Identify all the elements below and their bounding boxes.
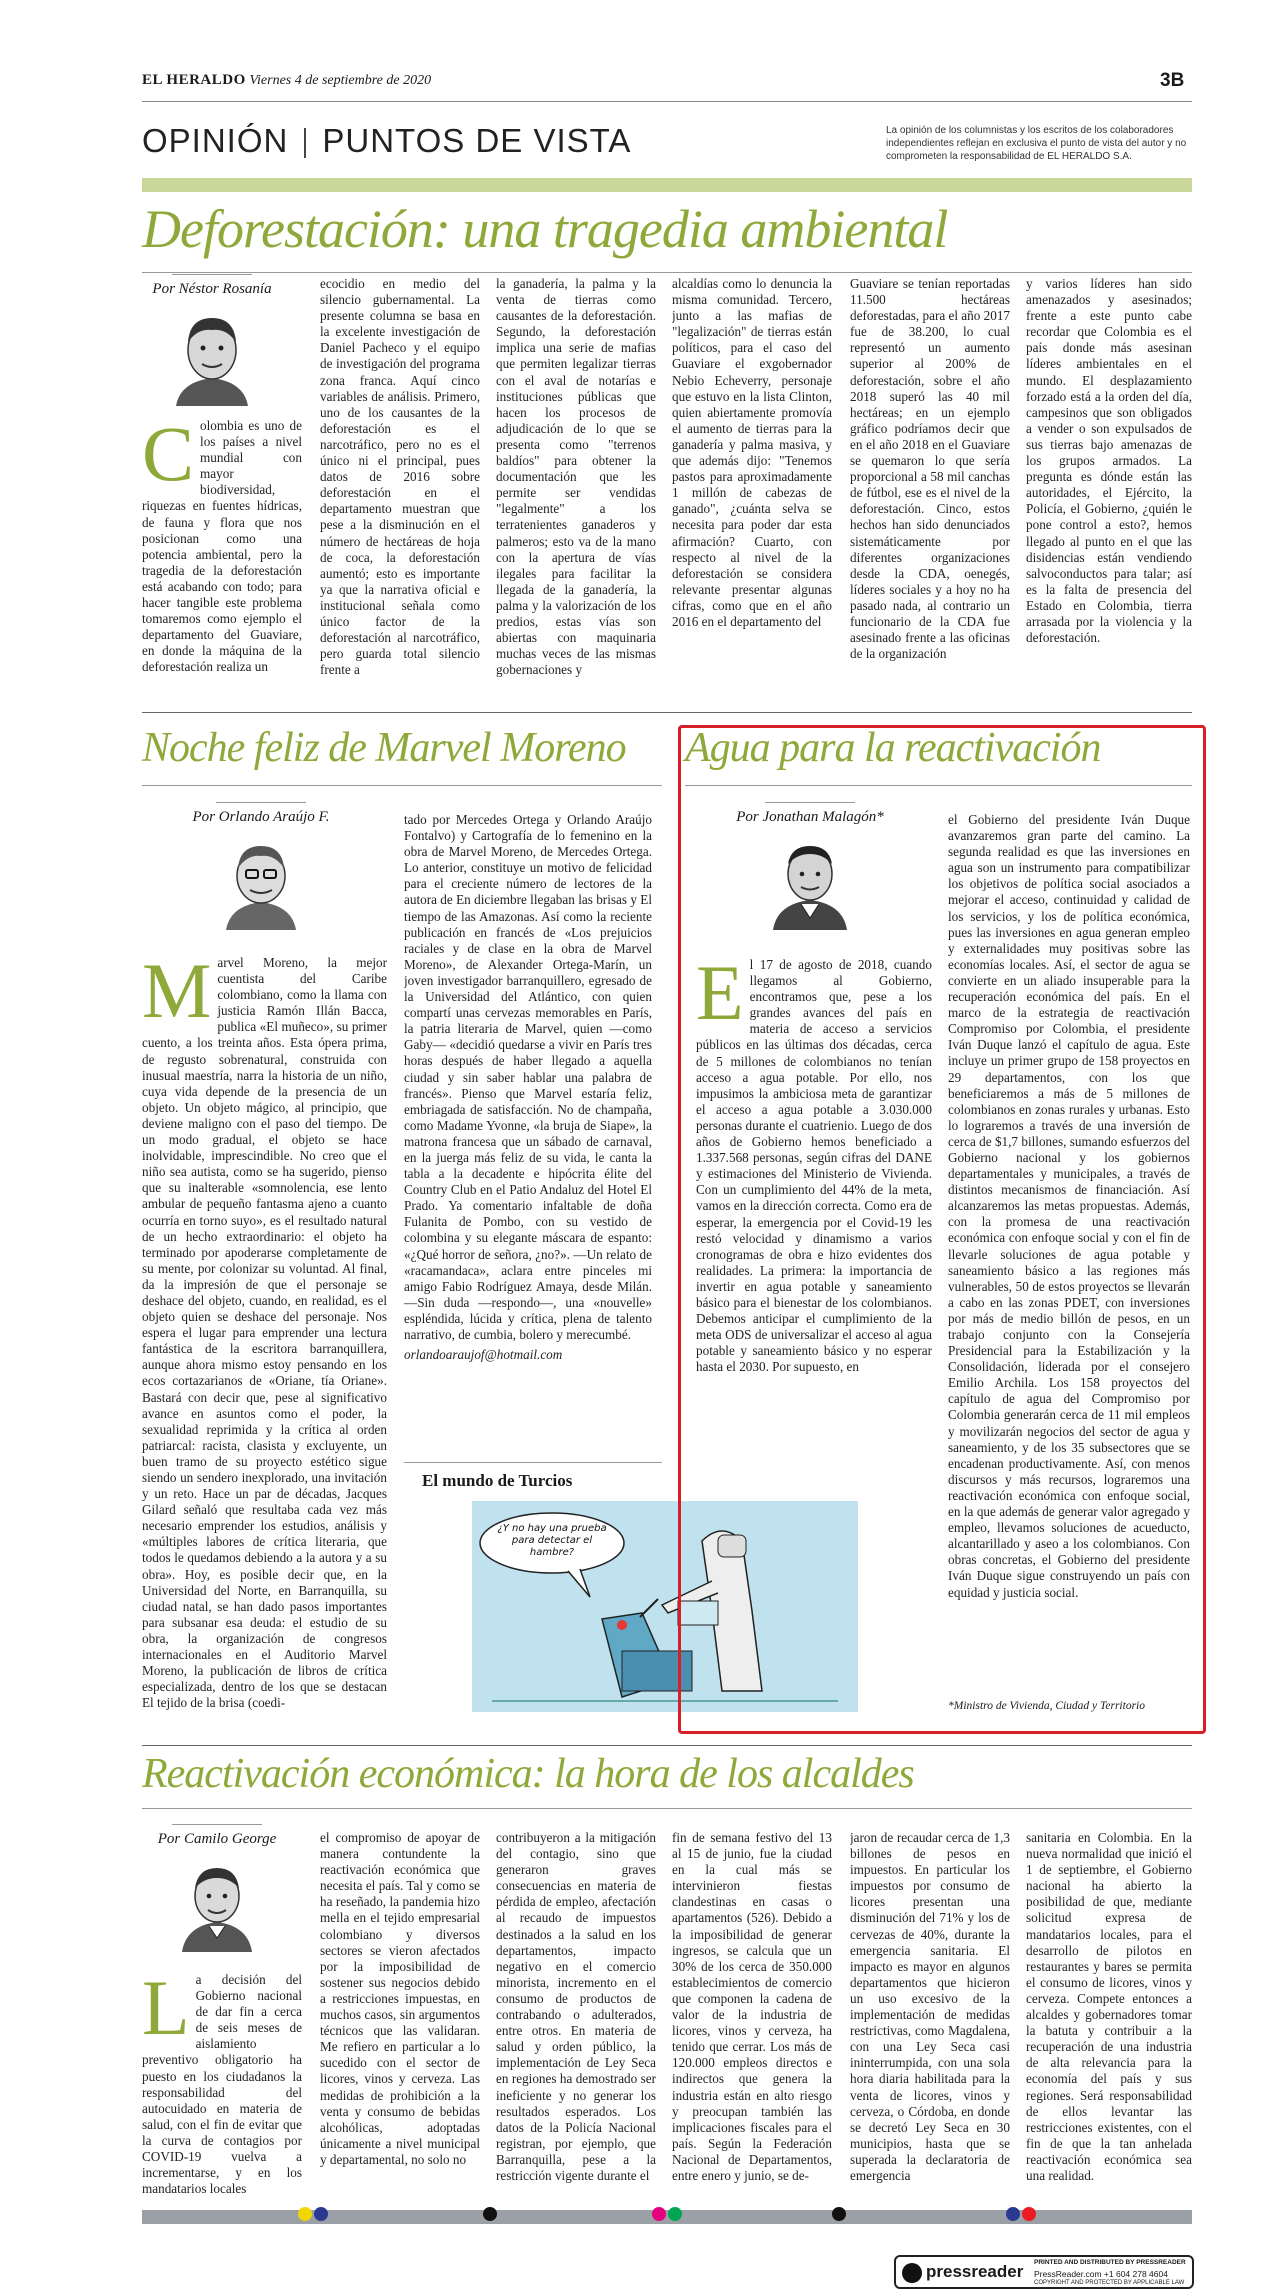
page-number: 3B xyxy=(1160,70,1185,91)
section-left: OPINIÓN xyxy=(142,122,289,159)
registration-mark-yellow xyxy=(298,2207,312,2221)
author-email: orlandoaraujof@hotmail.com xyxy=(404,1347,563,1363)
registration-mark-blue xyxy=(314,2207,328,2221)
article1-end-rule xyxy=(142,712,1192,713)
article4-author xyxy=(142,1824,292,1952)
byline: Por Jonathan Malagón* xyxy=(736,809,884,825)
article1-col-6: y varios líderes han sido amenazados y asesinados; frente a este punto cabe recordar que Colombia es el país donde más asesinan líderes ambientales en el mundo. El desplazamiento forzado está a la orden del día, campesinos que son obligados a vender o son expulsados de sus tierras bajo amenazas de los grupos armados. La pregunta es dónde están las autoridades, el Ejército, la Policía, el Gobierno, ¿quién le pone control a esto?, hemos llegado al punto en el que las disidencias están vendiendo salvoconductos para talar; así es la falta de presencia del Estado en Colombia, tierra arrasada por la violencia y la deforestación. xyxy=(1026,276,1192,646)
byline: Por Camilo George xyxy=(157,1831,277,1847)
article3-col-1 xyxy=(696,957,932,1701)
issue-date: Viernes 4 de septiembre de 2020 xyxy=(249,73,432,88)
registration-mark-blue xyxy=(1006,2207,1020,2221)
byline-rule xyxy=(172,274,252,275)
speech-bubble: ¿Y no hay una prueba para detectar el hambre? xyxy=(497,1523,607,1558)
section-divider xyxy=(304,128,306,158)
dropcap: L xyxy=(142,1972,190,2051)
byline-rule xyxy=(172,1824,262,1825)
article1-col-2: ecocidio en medio del silencio gubernamental. La presente columna se basa en la excelente investigación de Daniel Pacheco y el equipo de investigación del programa zona franca. Aquí cinco variables de análisis. Primero, uno de los causantes de la deforestación es el narcotráfico, pero no es el único ni el principal, pues datos de 2016 sobre deforestación en el departamento muestran que pese a la disminución en el número de hectáreas de hoja de coca, la deforestación aumentó; esto es importante ya que la narrativa oficial e institucional señala como único factor de la deforestación al narcotráfico, pero guarda total silencio frente a xyxy=(320,276,480,678)
article4-col-3: contribuyeron a la mitigación del contagio, sino que generaron graves consecuencias en materia de pérdida de empleo, afectación al recaudo de impuestos destinados a la salud en los departamentos, impacto negativo en el comercio minorista, incremento en el consumo de productos de contrabando o adulterados, entre otros. En materia de salud y orden público, la implementación de Ley Seca en regiones ha demostrado ser ineficiente y no generar los resultados esperados. Los datos de la Policía Nacional registran, por ejemplo, que Barranquilla, pese a la restricción vigente durante el xyxy=(496,1830,656,2183)
article1-col-5: Guaviare se tenían reportadas 11.500 hectáreas deforestadas, para el año 2017 fue de 38.200, lo cual representó un aumento superior al 200% de deforestación, sobre el año 2018 superó las 40 mil hectáreas; en un ejemplo gráfico podríamos decir que en el año 2018 en el Guaviare se quemaron lo que sería proporcional a 58 mil canchas de fútbol, ese es el nivel de la deforestación. Cinco, estos hechos han sido denunciados sistemáticamente por diferentes organizaciones desde la CDA, oenegés, líderes sociales y a hoy no ha pasado nada, al contrario un funcionario de la CDA fue asesinado frente a las oficinas de la organización xyxy=(850,276,1010,662)
section-title xyxy=(142,122,631,160)
author-portrait xyxy=(218,834,304,930)
registration-mark-magenta xyxy=(652,2207,666,2221)
pressreader-line2: PressReader.com +1 604 278 4604 xyxy=(1034,2269,1168,2279)
byline-rule xyxy=(765,802,855,803)
byline: Por Orlando Araújo F. xyxy=(192,809,330,825)
section-right: PUNTOS DE VISTA xyxy=(322,122,632,159)
pressreader-line3: COPYRIGHT AND PROTECTED BY APPLICABLE LAW xyxy=(1034,2280,1185,2286)
top-rule xyxy=(142,101,1192,102)
registration-mark-black xyxy=(483,2207,497,2221)
author-portrait xyxy=(166,306,258,406)
pressreader-brand: pressreader xyxy=(926,2262,1024,2281)
paper-name: EL HERALDO xyxy=(142,72,246,88)
article2-col-1 xyxy=(142,955,387,1715)
article4-col-2: el compromiso de apoyar de manera contundente la reactivación económica que necesita el país. Tal y como se ha reseñado, la pandemia hizo mella en el tejido empresarial colombiano y diversos sectores se vieron afectados por la imposibilidad de sostener sus negocios debido a restricciones impuestas, en muchos casos, sin argumentos técnicos que las validaran. Me refiero en particular a lo sucedido con el sector de licores, vinos y cerveza. Las medidas de prohibición a la venta y consumo de bebidas alcohólicas, adoptadas únicamente a nivel municipal y departamental, no solo no xyxy=(320,1830,480,2167)
article2-rule xyxy=(142,785,662,786)
article1-col-4: alcaldías como lo denuncia la misma comunidad. Tercero, junto a las mafias de "legalización" de tierras están políticos, para el caso del Guaviare el exgobernador Nebio Echeverry, personaje que estuvo en la lista Clinton, quien abiertamente promovía el aumento de tierras para la ganadería y palma masiva, y que además dijo: "Tenemos pastos para aproximadamente 1 millón de cabezas de ganado", ¿cuánta selva se necesita para poder dar esta afirmación? Cuarto, con respecto al nivel de la deforestación se considera relevante presentar algunas cifras, como que en el año 2016 en el departamento del xyxy=(672,276,832,629)
disclaimer: La opinión de los columnistas y los escritos de los colaboradores independientes reflejan en exclusiva el punto de vista del autor y no comprometen la responsabilidad de EL HERALDO S.A. xyxy=(886,125,1187,162)
article3-headline: Agua para la reactivación xyxy=(685,725,1101,771)
byline: Por Néstor Rosanía xyxy=(152,281,272,297)
section-bar xyxy=(142,178,1192,192)
article2-author xyxy=(186,802,336,930)
article3-end-rule xyxy=(142,1745,1192,1746)
article-text: arvel Moreno, la mejor cuentista del Caribe colombiano, como la llama con justicia Ramón Illán Bacca, publica «El muñeco», su primer cuento, a los treinta años. Esta ópera prima, de regusto sobrenatural, construida con inusual maestría, narra la historia de un niño, cuya vida depende de la presencia de un objeto. Un objeto mágico, al principio, que deviene maligno con el paso del tiempo. De un modo gradual, el objeto se hace inolvidable, imprescindible. No creo que el niño sea autista, como se ha sugerido, pienso que su inalterable «somnolencia, ese lento ambular de pequeño fantasma ajeno a cuanto ocurría en torno suyo», es el resultado natural de un hecho extraordinario: el objeto ha terminado por apoderarse completamente de su mente, por colonizar su voluntad. Al final, da la impresión de que el personaje se deshace del objeto, cuando, en realidad, es el objeto quien se deshace del personaje. Nos espera el lugar para emprender una lectura fantástica de la escritora barranquillera, aunque ahora mismo estoy pensando en los ecos cortazarianos de «Oriane, tía Oriane». Bastará con decir que, pese al significativo avance en asuntos como el poder, la sexualidad reprimida y la crítica al orden patriarcal: racista, clasista y excluyente, un buen tramo de su proyecto estético sigue siendo un sendero inexplorado, una invitación y un reto. Hace un par de décadas, Jacques Gilard señaló que resultaba cada vez más necesario emprender los estudios, análisis y «múltiples labores de crítica literaria, que todos le quedamos debiendo a la autora y a su obra». Hoy, es posible decir que, en la Universidad del Norte, en Barranquilla, su ciudad natal, se han dado pasos importantes para subsanar esa deuda: el estudio de su obra, la organización de congresos internacionales en el Auditorio Marvel Moreno, la publicación de libros de crítica especializada, dentro de los que se destacan El tejido de la brisa (coedi- xyxy=(142,955,387,1711)
dropcap: C xyxy=(142,418,195,497)
author-portrait xyxy=(765,834,855,930)
article-text: olombia es uno de los países a nivel mundial con mayor biodiversidad, riquezas en fuentes hídricas, de fauna y flora que nos posicionan como una potencia ambiental, pero la tragedia de la deforestación está acabando con todo; para hacer tangible este problema tomaremos como ejemplo el departamento del Guaviare, en donde la máquina de la deforestación realiza un xyxy=(142,418,302,675)
registration-mark-red xyxy=(1022,2207,1036,2221)
article4-col-1 xyxy=(142,1972,302,2197)
dropcap: E xyxy=(696,957,744,1036)
article4-headline: Reactivación económica: la hora de los alcaldes xyxy=(142,1751,914,1797)
article4-col-6: sanitaria en Colombia. En la nueva normalidad que inició el 1 de septiembre, el Gobierno nacional ha abierto la posibilidad de que, mediante solicitud expresa de mandatarios locales, para el desarrollo de pilotos en restaurantes y bares se permita el consumo de licores, vinos y cerveza. Compete entonces a alcaldes y gobernadores tomar la batuta y contribuir a la recuperación de una industria de alta relevancia para la economía del país y sus regiones. Será responsabilidad de ellos levantar las restricciones existentes, con el fin de que la tan anhelada reactivación económica sea una realidad. xyxy=(1026,1830,1192,2183)
pressreader-badge[interactable] xyxy=(894,2255,1194,2289)
article-text: l 17 de agosto de 2018, cuando llegamos al Gobierno, encontramos que, pese a los grandes avances del país en materia de acceso a servicios públicos en las últimas dos décadas, cerca de 5 millones de colombianos no tenían acceso a agua potable. Por ello, nos impusimos la ambiciosa meta de garantizar el acceso a agua potable a 3.030.000 personas durante el cuatrienio. Luego de dos años de Gobierno hemos beneficiado a 1.337.568 personas, según cifras del DANE y estimaciones del Ministerio de Vivienda. Con un cumplimiento del 44% de la meta, vamos en la dirección correcta. Como era de esperar, la emergencia por el Covid-19 les restó velocidad y dinamismo a varios cronogramas de obra e hizo evidentes dos realidades. La primera: la importancia de invertir en agua potable y saneamiento básico para el bienestar de los colombianos. Debemos anticipar el cumplimiento de la meta ODS de universalizar el acceso al agua potable y saneamiento básico y no esperar hasta el 2030. Por supuesto, en xyxy=(696,957,932,1375)
byline-rule xyxy=(216,802,306,803)
article3-author xyxy=(725,802,895,930)
pressreader-line1: PRINTED AND DISTRIBUTED BY PRESSREADER xyxy=(1034,2259,1186,2266)
article1-headline: Deforestación: una tragedia ambiental xyxy=(142,199,948,259)
article4-col-4: fin de semana festivo del 13 al 15 de junio, fue la ciudad en la cual más se intervinieron fiestas clandestinas en casas o apartamentos (526). Debido a la imposibilidad de generar ingresos, se calcula que un 30% de los cerca de 350.000 establecimientos de comercio que componen la cadena de valor de la industria de licores, vinos y cerveza, ha tenido que cerrar. Los más de 120.000 empleos directos e indirectos que genera la industria están en alto riesgo y preocupan también las implicaciones fiscales para el país. Según la Federación Nacional de Departamentos, entre enero y junio, se de- xyxy=(672,1830,832,2183)
author-portrait xyxy=(174,1856,260,1952)
registration-mark-green xyxy=(668,2207,682,2221)
article2-headline: Noche feliz de Marvel Moreno xyxy=(142,725,626,771)
cartoon-title: El mundo de Turcios xyxy=(422,1471,573,1490)
masthead xyxy=(142,72,431,89)
article3-rule xyxy=(685,785,1192,786)
article1-author xyxy=(142,274,282,406)
article-text: tado por Mercedes Ortega y Orlando Araújo Fontalvo) y Cartografía de lo femenino en la obra de Marvel Moreno, de Mercedes Ortega. Lo anterior, constituye un motivo de felicidad para el creciente número de lectores de la autora de En diciembre llegaban las brisas y El tiempo de las Amazonas. Así como la reciente publicación en francés de «Los prejuicios raciales y de clase en la obra de Marvel Moreno», de Alexander Ortega-Marín, un joven investigador barranquillero, egresado de la Universidad del Atlántico, con quien compartí unas cervezas memorables en París, la patria literaria de Marvel, quien —como Gaby— «decidió quedarse a vivir en París tres horas después de haber llegado a aquella ciudad y sin saber hablar una palabra de francés». Pienso que Marvel estaría feliz, embriagada de satisfacción. No de champaña, como Madame Yvonne, «la bruja de Siape», la matrona francesa que un sábado de carnaval, en la juerga más feliz de su vida, le canta la tabla a la decadente e hipócrita élite del Country Club en el Patio Andaluz del Hotel El Prado. Ya comentario infaltable de doña Fulanita de Pombo, con su vestido de colombina y su elegante máscara de espanto: «¿Qué horror de señora, ¿no?». —Un relato de «racamandaca», aclara entre pinceles mi amigo Fabio Rodríguez Amaya, desde Milán. —Sin duda —respondo—, una «nouvelle» espléndida, lúcida y crítica, plena de talento narrativo, de cumbia, bolero y merecumbé. xyxy=(404,812,652,1342)
article2-col-2 xyxy=(404,812,652,1422)
registration-mark-black xyxy=(832,2207,846,2221)
article1-rule xyxy=(142,272,1192,273)
author-note: *Ministro de Vivienda, Ciudad y Territorio xyxy=(948,1700,1145,1712)
article3-col-2: el Gobierno del presidente Iván Duque avanzaremos gran parte del camino. La segunda realidad es que las inversiones en agua son un instrumento para compatibilizar los objetivos de política social asociados a mejorar el acceso, continuidad y calidad de los servicios, y los de política económica, pues las inversiones en agua generan empleo y externalidades muy positivas sobre las economías locales. Así, el sector de agua se convierte en un aliado insuperable para la recuperación económica del país. En el marco de la estrategia de reactivación Compromiso por Colombia, el presidente Iván Duque lanzó el capítulo de agua. Este incluye un primer grupo de 158 proyectos en 29 departamentos, con los que beneficiaremos a más de 5 millones de colombianos en zonas rurales y urbanas. Esto lo lograremos a través de una inversión de cerca de $1,7 billones, sumando esfuerzos del Gobierno nacional y los gobiernos departamentales y municipales, a través de distintos mecanismos de financiación. Así alcanzaremos las metas propuestas. Además, con la promesa de una reactivación económica con enfoque social y con el fin de llevarle soluciones de agua potable y saneamiento básico a las regiones más vulnerables, 50 de estos proyectos se llevarán a cabo en las zonas PDET, con inversiones por más de medio billón de pesos, en un trabajo conjunto con la Consejería Presidencial para la Estabilización y la Consolidación, liderada por el consejero Emilio Archila. Los 158 proyectos del capítulo de agua del Compromiso por Colombia generarán cerca de 11 mil empleos y movilizarán negocios del sector de agua y saneamiento, y de los 35 subsectores que se encadenan productivamente. Así, con menos discursos y más recursos, lograremos una reactivación económica con enfoque social, en la que además de generar valor agregado y empleo, llevamos soluciones de acueducto, alcantarillado y aseo a los colombianos. Con obras concretas, el Gobierno del presidente Iván Duque sigue construyendo un país con equidad y justicia social. xyxy=(948,812,1190,1600)
article1-col-3: la ganadería, la palma y la venta de tierras como causantes de la deforestación. Segundo, la deforestación implica una serie de mafias que permiten legalizar tierras con el aval de notarías e instituciones públicas que hacen los procesos de adjudicación de lo que se presenta como "terrenos baldíos" para obtener la documentación que les permite ser vendidas "legalmente" a los terratenientes ganaderos y palmeros; esto va de la mano con la apertura de vías ilegales para facilitar la llegada de la ganadería, la palma y la valorización de los predios, estas vías son abiertas con maquinaria muchas veces de las mismas gobernaciones y xyxy=(496,276,656,678)
article4-col-5: jaron de recaudar cerca de 1,3 billones de pesos en impuestos. En particular los impuestos por consumo de licores presentan una disminución del 71% y los de cervezas de 40%, durante la emergencia sanitaria. El impacto es mayor en algunos departamentos que hicieron un uso excesivo de la implementación de medidas restrictivas, como Magdalena, con una Ley Seca casi ininterrumpida, con una sola hora diaria habilitada para la venta de licores, vinos y cerveza, o Córdoba, en donde se decretó Ley Seca en 30 municipios, hasta que se superada la declaratoria de emergencia xyxy=(850,1830,1010,2183)
dropcap: M xyxy=(142,955,212,1034)
article1-col-1 xyxy=(142,418,302,688)
article4-rule xyxy=(142,1808,1192,1809)
cartoon-rule xyxy=(404,1462,662,1463)
article-text: a decisión del Gobierno nacional de dar fin a cerca de seis meses de aislamiento preventivo obligatorio ha puesto en los ciudadanos la responsabilidad del autocuidado en materia de salud, con el fin de evitar que la curva de contagios por COVID-19 vuelva a incrementarse, y en los mandatarios locales xyxy=(142,1972,302,2197)
pressreader-logo-icon xyxy=(902,2263,922,2283)
